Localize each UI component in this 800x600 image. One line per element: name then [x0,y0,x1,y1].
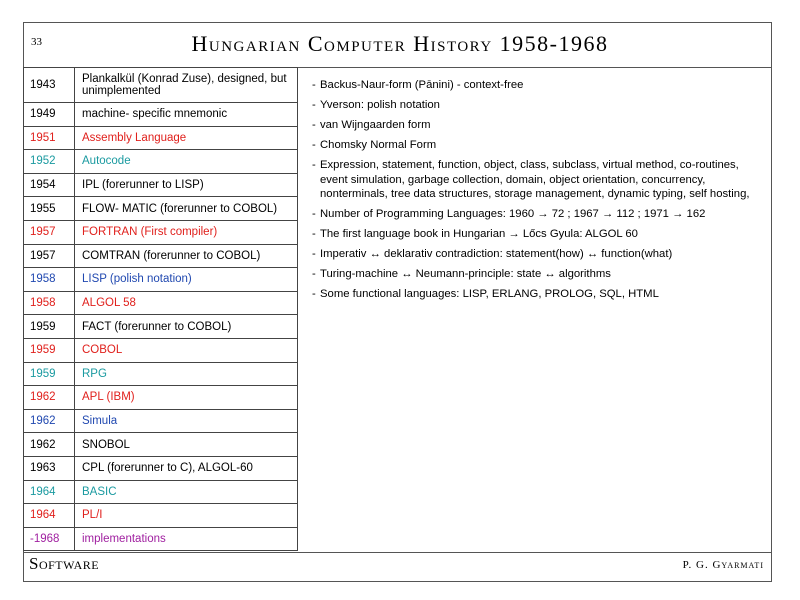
table-row [24,220,298,244]
note-item [310,78,760,93]
footer-author: P. G. Gyarmati [682,559,764,571]
table-row [24,244,298,268]
table-row [24,527,298,551]
timeline-year: -1968 [24,527,75,551]
note-item [310,98,760,113]
bullet-dash: - [312,208,316,220]
bullet-dash: - [312,159,316,171]
timeline-year: 1957 [24,220,75,244]
table-row [24,480,298,504]
timeline-event: RPG [75,362,298,386]
table-row [24,504,298,528]
timeline-event: COBOL [75,338,298,362]
timeline-year: 1963 [24,456,75,480]
note-text: Turing-machine ↔ Neumann-principle: state ↔ algorithms [320,268,611,280]
timeline-year: 1962 [24,433,75,457]
table-row [24,150,298,174]
note-item [310,227,760,242]
note-text: Chomsky Normal Form [320,139,437,151]
bullet-dash: - [312,99,316,111]
table-row [24,126,298,150]
timeline-year: 1959 [24,362,75,386]
timeline-event: COMTRAN (forerunner to COBOL) [75,244,298,268]
note-item [310,138,760,153]
timeline-event: APL (IBM) [75,386,298,410]
timeline-year: 1957 [24,244,75,268]
timeline-year: 1958 [24,268,75,292]
timeline-event: FLOW- MATIC (forerunner to COBOL) [75,197,298,221]
timeline-event: CPL (forerunner to C), ALGOL-60 [75,456,298,480]
table-row [24,197,298,221]
bullet-dash: - [312,288,316,300]
note-text: Imperativ ↔ deklarativ contradiction: statement(how) ↔ function(what) [320,248,673,260]
bullet-dash: - [312,119,316,131]
timeline-year: 1952 [24,150,75,174]
note-text: Expression, statement, function, object, class, subclass, virtual method, co-routines, event simulation, garbage collection, domain, object orientation, concurrency, nonterminals, tree data structures, storage management, dynamic typing, self hosting, [320,159,750,200]
timeline-year: 1962 [24,386,75,410]
timeline-year: 1959 [24,315,75,339]
timeline-event: Simula [75,409,298,433]
timeline-event: FORTRAN (First compiler) [75,220,298,244]
bullet-dash: - [312,268,316,280]
slide-title: Hungarian Computer History 1958-1968 [191,31,609,56]
timeline-year: 1943 [24,68,75,103]
bullet-dash: - [312,248,316,260]
table-row [24,456,298,480]
timeline-year: 1964 [24,504,75,528]
note-item [310,118,760,133]
note-text: Some functional languages: LISP, ERLANG, PROLOG, SQL, HTML [320,288,659,300]
timeline-event: FACT (forerunner to COBOL) [75,315,298,339]
table-row [24,268,298,292]
timeline-event: SNOBOL [75,433,298,457]
table-row [24,386,298,410]
timeline-year: 1959 [24,338,75,362]
timeline-event: machine- specific mnemonic [75,103,298,127]
timeline-event: implementations [75,527,298,551]
bullet-dash: - [312,79,316,91]
slide-number: 33 [31,36,42,48]
timeline-event: Autocode [75,150,298,174]
timeline-event: Assembly Language [75,126,298,150]
timeline-event: LISP (polish notation) [75,268,298,292]
table-row [24,173,298,197]
note-text: van Wijngaarden form [320,119,431,131]
timeline-year: 1962 [24,409,75,433]
timeline-table [23,67,298,551]
note-item [310,247,760,262]
timeline-year: 1955 [24,197,75,221]
timeline-year: 1964 [24,480,75,504]
note-text: Number of Programming Languages: 1960 → 72 ; 1967 → 112 ; 1971 → 162 [320,208,706,220]
table-row [24,103,298,127]
timeline-year: 1949 [24,103,75,127]
note-item [310,267,760,282]
table-row [24,433,298,457]
footer-divider [23,552,772,553]
note-item [310,207,760,222]
table-row [24,409,298,433]
timeline-event: PL/I [75,504,298,528]
note-item [310,158,760,202]
note-text: The first language book in Hungarian → Lőcs Gyula: ALGOL 60 [320,228,638,240]
bullet-dash: - [312,139,316,151]
note-item [310,287,760,302]
note-text: Yverson: polish notation [320,99,440,111]
table-row [24,291,298,315]
timeline-year: 1958 [24,291,75,315]
table-row [24,315,298,339]
timeline-year: 1951 [24,126,75,150]
timeline-event: IPL (forerunner to LISP) [75,173,298,197]
timeline-event: BASIC [75,480,298,504]
timeline-event: ALGOL 58 [75,291,298,315]
table-row [24,362,298,386]
timeline-event: Plankalkül (Konrad Zuse), designed, but unimplemented [75,68,298,103]
table-row [24,68,298,103]
notes-list [310,78,760,307]
timeline-year: 1954 [24,173,75,197]
footer-section-label: Software [29,554,100,573]
note-text: Backus-Naur-form (Pānini) - context-free [320,79,524,91]
bullet-dash: - [312,228,316,240]
table-row [24,338,298,362]
